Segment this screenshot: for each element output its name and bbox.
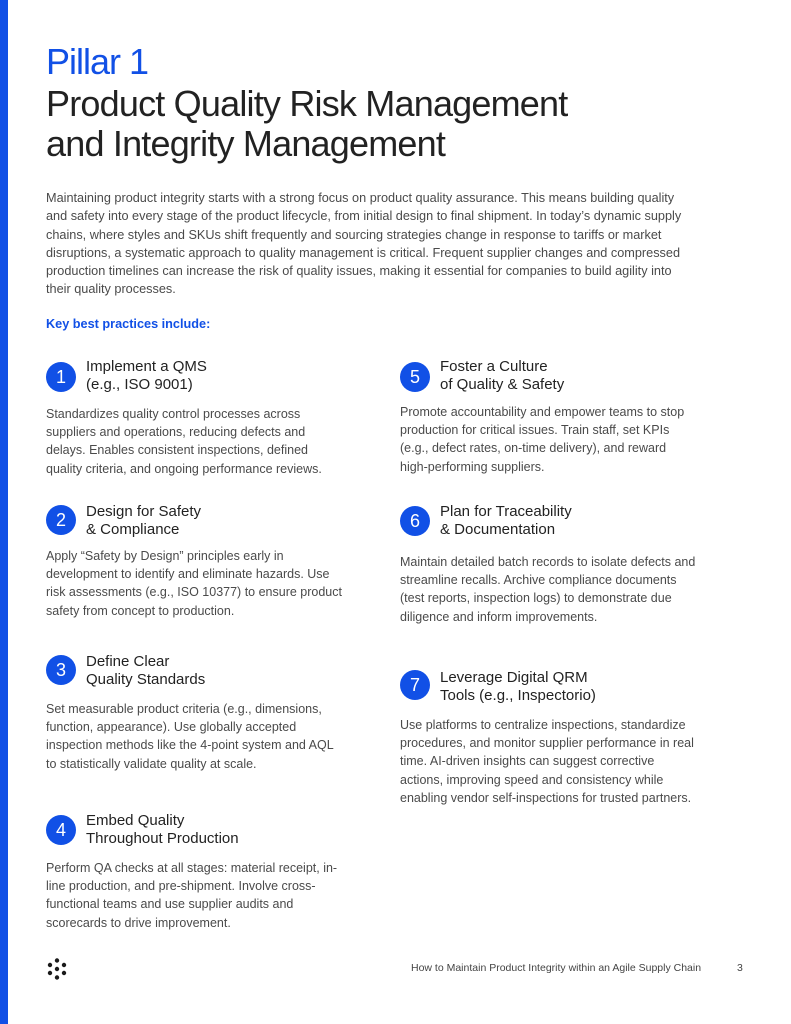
practice-title (440, 358, 700, 394)
practice-description: Apply “Safety by Design” principles early in development to identify and eliminate hazards. Use risk assessments (e.g., ISO 10377) to ensure product safety from concept to production. (46, 549, 342, 618)
title-line-2: and Integrity Management (46, 123, 446, 164)
practice-title (440, 503, 700, 539)
practice-description: Perform QA checks at all stages: material receipt, in-line production, and pre-shipment. Involve cross-functional teams and use supplier audits and scorecards to drive improvement. (46, 861, 338, 930)
intro-paragraph: Maintaining product integrity starts with a strong focus on product quality assurance. This means building quality and safety into every stage of the product lifecycle, from initial design to final shipment. In today’s dynamic supply chains, where styles and SKUs shift frequently and sourcing strategies change in response to tariffs or market disruptions, a systematic approach to quality management is critical. Frequent supplier changes and compressed production timelines can increase the risk of quality issues, making it essential for companies to build agility into their quality processes. (46, 191, 682, 297)
number-badge: 2 (46, 505, 76, 535)
practice-title-line-1: Foster a Culture (440, 358, 548, 375)
practice-title (86, 503, 346, 539)
practice-title (86, 653, 346, 689)
pillar-label: Pillar 1 (46, 41, 149, 82)
practice-title-line-1: Plan for Traceability (440, 503, 572, 520)
practice-title-line-2: & Documentation (440, 521, 556, 538)
number-badge: 1 (46, 362, 76, 392)
page-title (46, 84, 686, 164)
number-badge: 7 (400, 670, 430, 700)
title-line-1: Product Quality Risk Management (46, 83, 568, 124)
number-badge: 4 (46, 815, 76, 845)
practice-title (86, 358, 346, 394)
practice-title-line-1: Embed Quality (86, 812, 185, 829)
practice-title-line-1: Implement a QMS (86, 358, 207, 375)
practice-title-line-1: Define Clear (86, 653, 170, 670)
number-badge: 5 (400, 362, 430, 392)
footer-document-title: How to Maintain Product Integrity within an Agile Supply Chain (411, 962, 702, 974)
practice-title (440, 669, 700, 705)
practice-title-line-2: of Quality & Safety (440, 376, 565, 393)
practice-title-line-2: (e.g., ISO 9001) (86, 376, 193, 393)
practice-description: Promote accountability and empower teams to stop production for critical issues. Train staff, set KPIs (e.g., defect rates, on-time delivery), and reward high-performing suppliers. (400, 405, 685, 474)
dots-logo-icon (46, 958, 68, 980)
page-number: 3 (737, 962, 743, 974)
number-badge: 3 (46, 655, 76, 685)
practice-title-line-1: Leverage Digital QRM (440, 669, 588, 686)
practice-title-line-2: Tools (e.g., Inspectorio) (440, 687, 596, 704)
practice-description: Maintain detailed batch records to isolate defects and streamline recalls. Archive compliance documents (test reports, inspection logs) to demonstrate due diligence and inform improvements. (400, 555, 696, 624)
practice-title-line-2: Quality Standards (86, 671, 206, 688)
number-badge: 6 (400, 506, 430, 536)
practice-description: Set measurable product criteria (e.g., dimensions, function, appearance). Use globally accepted inspection methods like the 4-point system and AQL to statistically validate quality at scale. (46, 702, 334, 771)
practice-title-line-1: Design for Safety (86, 503, 202, 520)
practice-description: Use platforms to centralize inspections, standardize procedures, and monitor supplier performance in real time. AI-driven insights can suggest corrective actions, improving speed and consistency while enabling vendor self-inspections for trusted partners. (400, 718, 694, 805)
practice-title (86, 812, 346, 848)
practice-title-line-2: Throughout Production (86, 830, 239, 847)
key-practices-heading: Key best practices include: (46, 317, 211, 331)
left-accent-bar (0, 0, 8, 1024)
practice-description: Standardizes quality control processes across suppliers and operations, reducing defects and delays. Enables consistent inspections, defined quality criteria, and ongoing performance reviews. (46, 407, 322, 476)
practice-title-line-2: & Compliance (86, 521, 180, 538)
